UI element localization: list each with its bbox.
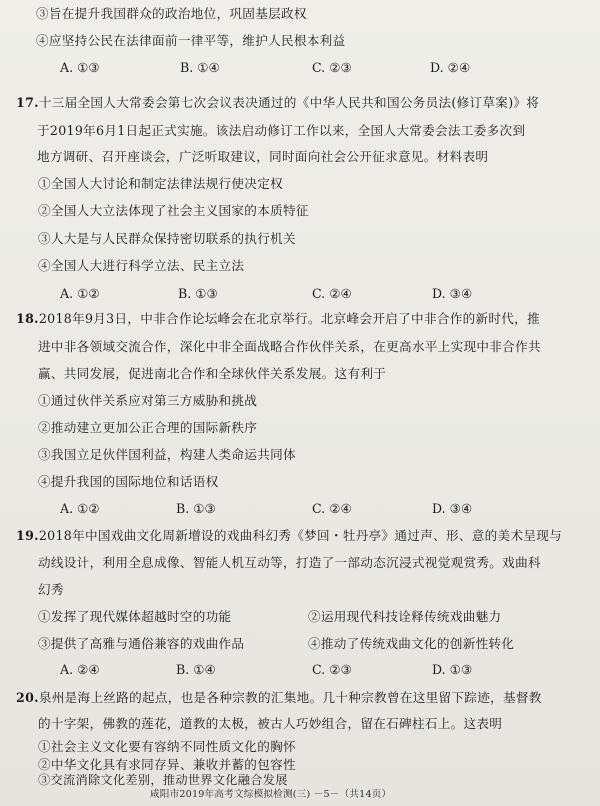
q18-choices — [0, 501, 600, 517]
q18-option-4: ④提升我国的国际地位和话语权 — [38, 474, 219, 489]
q16-choice-c: C. ②③ — [312, 60, 352, 75]
q19-choice-b: B. ①④ — [176, 662, 216, 677]
q16-choice-a: A. ①③ — [60, 60, 100, 75]
q18-stem-line-2: 进中非各领域交流合作，深化中非全面战略合作伙伴关系，在更高水平上实现中非合作共 — [38, 339, 541, 354]
q20-stem-line-1 — [16, 690, 542, 706]
q18-number: 18. — [16, 311, 39, 326]
q17-option-1: ①全国人大讨论和制定法律法规行使决定权 — [38, 176, 283, 191]
q19-number: 19. — [16, 528, 39, 543]
q19-choice-c: C. ②③ — [312, 662, 352, 677]
q19-stem-line-3: 幻秀 — [38, 582, 64, 597]
q20-stem-text-1: 泉州是海上丝路的起点，也是各种宗教的汇集地。几十种宗教曾在这里留下踪迹，基督教 — [38, 690, 542, 705]
q16-option-4: ④应坚持公民在法律面前一律平等，维护人民根本利益 — [36, 33, 346, 48]
q19-choices — [0, 662, 600, 678]
q16-option-3: ③旨在提升我国群众的政治地位，巩固基层政权 — [36, 6, 307, 21]
q17-choice-d: D. ③④ — [432, 286, 473, 301]
q19-choice-a: A. ②④ — [60, 662, 100, 677]
q17-stem-line-3: 地方调研、召开座谈会，广泛听取建议，同时面向社会公开征求意见。材料表明 — [37, 149, 489, 164]
q16-choices — [0, 60, 600, 76]
q17-option-2: ②全国人大立法体现了社会主义国家的本质特征 — [38, 203, 309, 218]
q18-option-2: ②推动建立更加公正合理的国际新秩序 — [38, 420, 258, 435]
q18-stem-text-1: 2018年9月3日，中非合作论坛峰会在北京举行。北京峰会开启了中非合作的新时代，推 — [38, 311, 540, 326]
q19-stem-line-1 — [16, 528, 562, 544]
q19-stem-text-1: 2018年中国戏曲文化周新增设的戏曲科幻秀《梦回・牡丹亭》通过声、形、意的美术呈现与 — [38, 528, 563, 543]
q20-option-1: ①社会主义文化要有容纳不同性质文化的胸怀 — [38, 739, 296, 754]
q17-choice-a: A. ①② — [60, 286, 100, 301]
q18-choice-d: D. ③④ — [432, 501, 473, 516]
q19-choice-d: D. ①③ — [432, 662, 473, 677]
q20-option-3: ③交流消除文化差别，推动世界文化融合发展 — [38, 773, 288, 787]
q18-option-3: ③我国立足伙伴国利益，构建人类命运共同体 — [38, 447, 296, 462]
q18-stem-line-3: 赢、共同发展，促进南北合作和全球伙伴关系发展。这有利于 — [38, 366, 387, 381]
q16-choice-b: B. ①④ — [180, 60, 220, 75]
q20-number: 20. — [16, 690, 39, 705]
q18-choice-c: C. ②④ — [312, 501, 352, 516]
q19-option-3: ③提供了高雅与通俗兼容的戏曲作品 — [38, 636, 245, 651]
q19-stem-line-2: 动线设计，利用全息成像、智能人机互动等，打造了一部动态沉浸式视觉观赏秀。戏曲科 — [38, 555, 541, 570]
q20-option-2: ②中华文化具有求同存异、兼收并蓄的包容性 — [38, 757, 296, 772]
q20-stem-line-2: 的十字架，佛教的莲花，道教的太极，被古人巧妙组合，留在石碑柱石上。这表明 — [38, 716, 503, 731]
q17-stem-line-2: 于2019年6月1日起正式实施。该法启动修订工作以来，全国人大常委会法工委多次到 — [37, 123, 526, 138]
q17-stem-line-1 — [16, 95, 539, 111]
q17-number: 17. — [16, 95, 39, 110]
q19-option-1: ①发挥了现代媒体超越时空的功能 — [38, 609, 232, 624]
page-footer: 咸阳市2019年高考文综模拟检测(三) －5－（共14页） — [150, 789, 392, 800]
q17-choice-b: B. ①③ — [178, 286, 218, 301]
q19-option-4: ④推动了传统戏曲文化的创新性转化 — [308, 636, 515, 651]
q17-choice-c: C. ②④ — [312, 286, 352, 301]
q18-choice-a: A. ①② — [60, 501, 100, 516]
q17-option-4: ④全国人大进行科学立法、民主立法 — [38, 258, 245, 273]
q19-option-2: ②运用现代科技诠释传统戏曲魅力 — [308, 609, 502, 624]
q18-choice-b: B. ①③ — [176, 501, 216, 516]
q18-stem-line-1 — [16, 311, 540, 327]
q16-choice-d: D. ②④ — [430, 60, 471, 75]
q17-choices — [0, 286, 600, 302]
q18-option-1: ①通过伙伴关系应对第三方威胁和挑战 — [38, 393, 258, 408]
q17-option-3: ③人大是与人民群众保持密切联系的执行机关 — [38, 231, 296, 246]
q17-stem-text-1: 十三届全国人大常委会第七次会议表决通过的《中华人民共和国公务员法(修订草案)》将 — [38, 95, 540, 110]
